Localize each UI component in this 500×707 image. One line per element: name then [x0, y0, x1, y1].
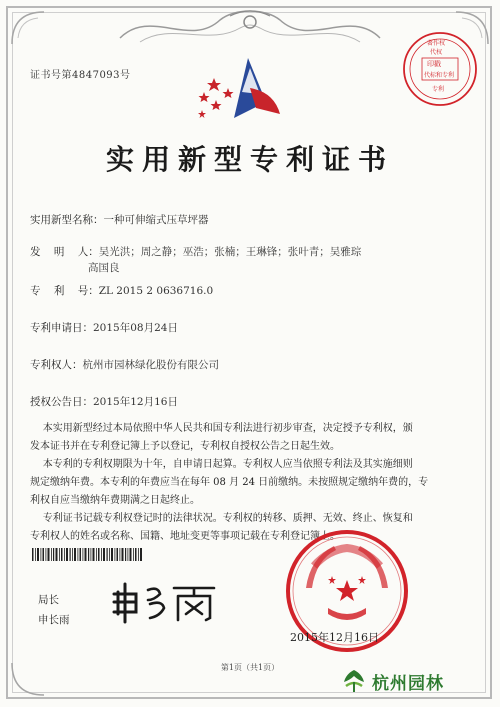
- page-number: 第1页（共1页）: [220, 663, 280, 672]
- director-title: 局长: [38, 594, 59, 606]
- body-text-line: 专利权人的姓名或名称、国籍、地址变更等事项记载在专利登记簿上。: [30, 531, 340, 542]
- agency-stamp-line: 代权: [430, 49, 443, 56]
- patent-number-row: [30, 283, 213, 298]
- body-text-line: 发本证书并在专利登记簿上予以登记，专利权自授权公告之日起生效。: [30, 441, 340, 452]
- utility-model-name-row: [30, 212, 209, 227]
- patent-number-value: ZL 2015 2 0636716.0: [98, 285, 214, 297]
- patent-number-label: 专 利 号：: [30, 285, 99, 297]
- agency-stamp-line: 印戳: [427, 60, 441, 68]
- agency-stamp-line: 代标和专利: [424, 72, 455, 79]
- corner-ornament-top-left: [8, 8, 48, 48]
- inventor-value: 吴光洪；周之静；巫浩；张楠；王琳锋；张叶青；吴雅琮: [98, 246, 362, 258]
- director-name: 申长雨: [38, 614, 70, 626]
- agency-stamp-line: 著作权: [427, 40, 446, 47]
- grant-date-value: 2015年12月16日: [93, 396, 178, 408]
- seal-date: 2015年12月16日: [290, 631, 379, 644]
- grant-date-row: [30, 394, 178, 409]
- utility-model-name-value: 一种可伸缩式压草坪器: [103, 214, 209, 226]
- tree-icon: [340, 668, 368, 694]
- brand-logo: [340, 668, 490, 694]
- patent-holder-value: 杭州市园林绿化股份有限公司: [82, 359, 219, 371]
- body-text-line: 利权自应当缴纳年费期满之日起终止。: [30, 495, 200, 506]
- barcode: [32, 548, 142, 561]
- handwritten-signature: [110, 578, 220, 624]
- patent-holder-label: 专利权人：: [30, 359, 83, 371]
- body-text-line: 本专利的专利权期限为十年，自申请日起算。专利权人应当依照专利法及其实施细则: [30, 459, 413, 470]
- filing-date-row: [30, 320, 178, 335]
- grant-date-label: 授权公告日：: [30, 396, 93, 408]
- filing-date-value: 2015年08月24日: [93, 322, 178, 334]
- patent-holder-row: [30, 357, 219, 372]
- body-text-line: 规定缴纳年费。本专利的年费应当在每年 08 月 24 日前缴纳。未按照规定缴纳年费的，专: [30, 477, 429, 488]
- certificate-number: 证书号第4847093号: [30, 70, 131, 81]
- filing-date-label: 专利申请日：: [30, 322, 93, 334]
- certificate-title: 实用新型专利证书: [105, 143, 394, 176]
- brand-name: 杭州园林: [372, 673, 444, 694]
- patent-office-logo: [190, 52, 290, 122]
- body-text-line: 本实用新型经过本局依照中华人民共和国专利法进行初步审查，决定授予专利权，颁: [30, 423, 413, 434]
- body-text-line: 专利证书记载专利权登记时的法律状况。专利权的转移、质押、无效、终止、恢复和: [30, 513, 413, 524]
- agency-stamp-line: 专利: [432, 86, 445, 93]
- inventor-value-line-2: 高国良: [88, 262, 120, 274]
- inventor-row: [30, 244, 361, 259]
- utility-model-name-label: 实用新型名称：: [30, 214, 104, 226]
- inventor-row-continued: [88, 260, 120, 275]
- top-ornament: [110, 8, 390, 48]
- inventor-label: 发 明 人：: [30, 246, 99, 258]
